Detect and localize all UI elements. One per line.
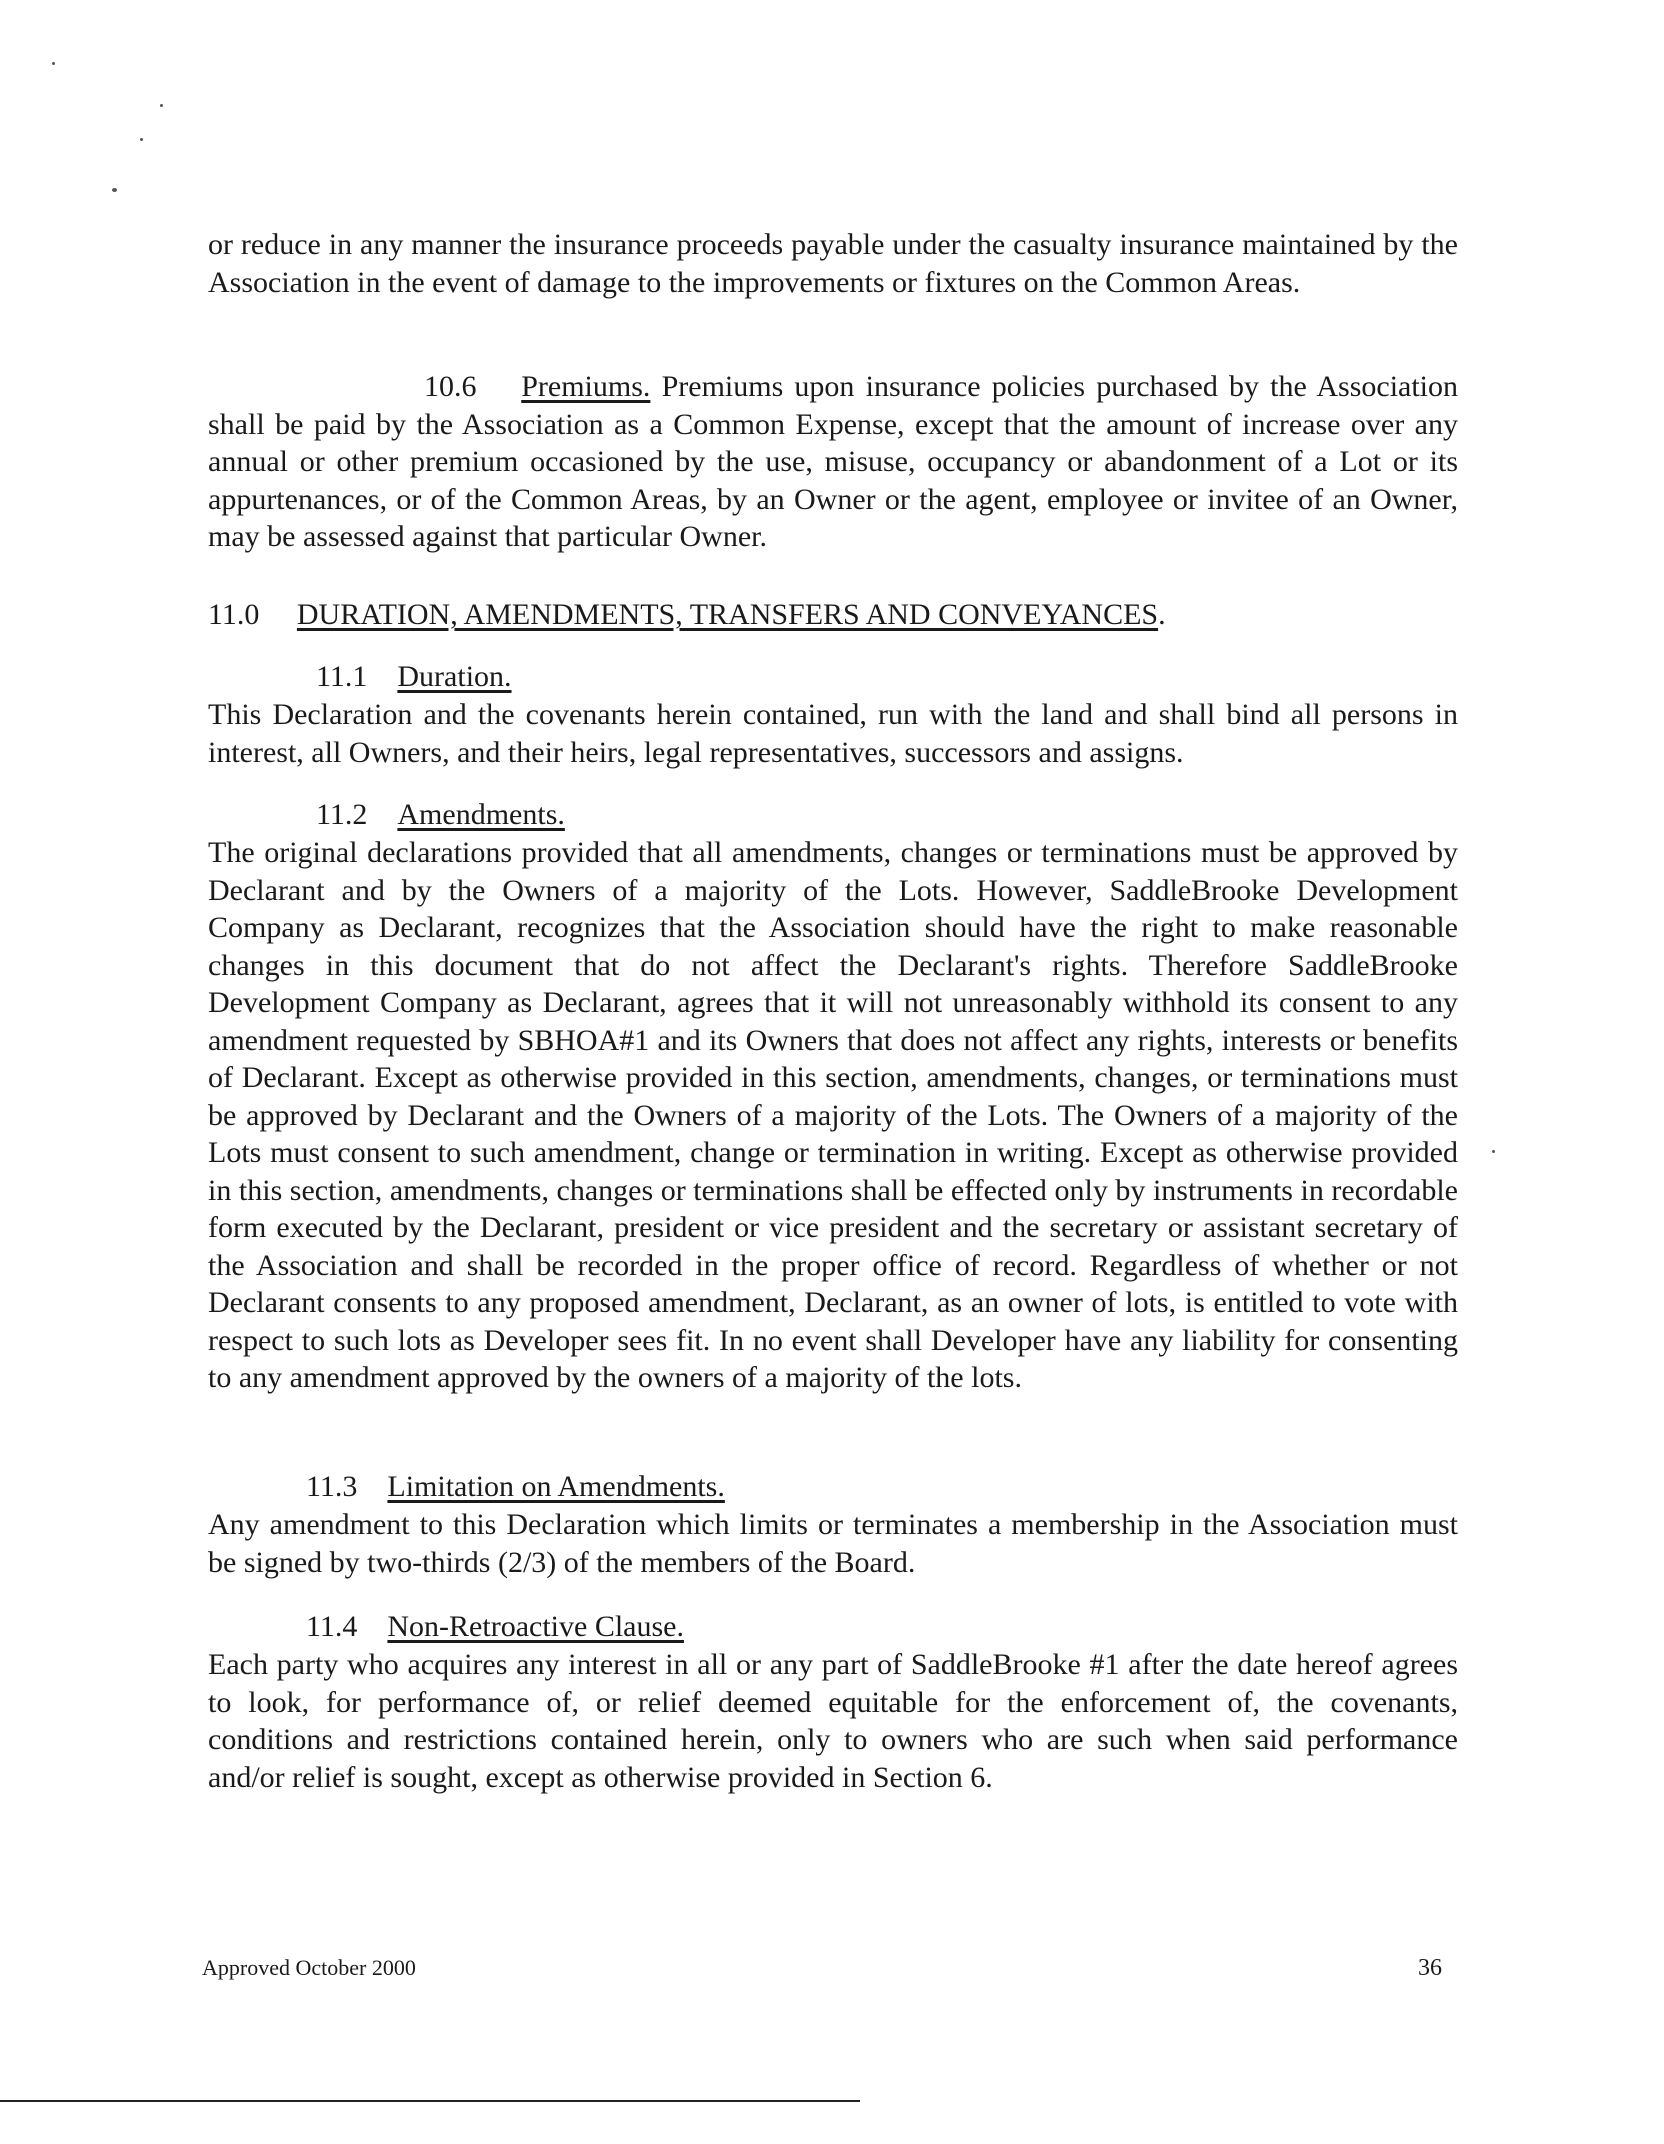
section-11-4-title: Non-Retroactive Clause. (387, 1610, 684, 1643)
section-11-3-text: Any amendment to this Declaration which limits or terminates a membership in the Association must be signed by two-thirds (2/3) of the members of the Board. (208, 1508, 1458, 1579)
section-11-3-heading (306, 1468, 725, 1506)
section-11-4-text: Each party who acquires any interest in all or any part of SaddleBrooke #1 after the date hereof agrees to look, for performance of, or relief deemed equitable for the enforcement of, the covenants, conditions and restrictions contained herein, only to owners who are such when said performance and/or relief is sought, except as otherwise provided in Section 6. (208, 1648, 1458, 1794)
footer-approved-date: Approved October 2000 (202, 1955, 416, 1980)
section-11-3-title: Limitation on Amendments. (387, 1470, 725, 1503)
page-number: 36 (1418, 1955, 1442, 1981)
section-11-1-heading (316, 658, 512, 696)
scan-speck (112, 188, 117, 192)
section-11-1-text: This Declaration and the covenants herein contained, run with the land and shall bind all persons in interest, all Owners, and their heirs, legal representatives, successors and assigns. (208, 698, 1458, 769)
section-11-1-number: 11.1 (316, 660, 368, 693)
section-10-6-paragraph (208, 368, 1458, 556)
section-11-0-title: DURATION, AMENDMENTS, TRANSFERS AND CONVEYANCES (296, 598, 1159, 631)
section-11-0-number: 11.0 (208, 598, 260, 631)
section-10-6-title: Premiums. (521, 370, 651, 403)
scan-edge-rule (0, 2100, 860, 2102)
scan-speck (52, 62, 55, 65)
section-11-2-text: The original declarations provided that all amendments, changes or terminations must be approved by Declarant and by the Owners of a majority of the Lots. However, SaddleBrooke Development Company as Declarant, recognizes that the Association should have the right to make reasonable changes in this document that do not affect the Declarant's rights. Therefore SaddleBrooke Development Company as Declarant, agrees that it will not unreasonably withhold its consent to any amendment requested by SBHOA#1 and its Owners that does not affect any rights, interests or benefits of Declarant. Except as otherwise provided in this section, amendments, changes, or terminations must be approved by Declarant and the Owners of a majority of the Lots. The Owners of a majority of the Lots must consent to such amendment, change or termination in writing. Except as otherwise provided in this section, amendments, changes or terminations shall be effected only by instruments in recordable form executed by the Declarant, president or vice president and the secretary or assistant secretary of the Association and shall be recorded in the proper office of record. Regardless of whether or not Declarant consents to any proposed amendment, Declarant, as an owner of lots, is entitled to vote with respect to such lots as Developer sees fit. In no event shall Developer have any liability for consenting to any amendment approved by the owners of a majority of the lots. (208, 836, 1458, 1394)
scan-speck (1492, 1150, 1495, 1153)
section-11-1-title: Duration. (397, 660, 512, 693)
continuation-paragraph: or reduce in any manner the insurance proceeds payable under the casualty insurance maintained by the Association in the event of damage to the improvements or fixtures on the Common Areas. (208, 228, 1458, 299)
section-10-6-text: Premiums upon insurance policies purchased by the Association shall be paid by the Association as a Common Expense, except that the amount of increase over any annual or other premium occasioned by the use, misuse, occupancy or abandonment of a Lot or its appurtenances, or of the Common Areas, by an Owner or the agent, employee or invitee of an Owner, may be assessed against that particular Owner. (208, 370, 1459, 553)
section-11-4-number: 11.4 (306, 1610, 358, 1643)
section-11-4-heading (306, 1608, 684, 1646)
scan-speck (140, 138, 143, 141)
scan-speck (160, 104, 163, 107)
section-11-2-heading (316, 796, 565, 834)
section-11-0-heading (208, 596, 1166, 634)
section-10-6-number: 10.6 (424, 370, 477, 403)
section-11-0-suffix: . (1158, 598, 1166, 631)
section-11-3-number: 11.3 (306, 1470, 358, 1503)
section-11-2-title: Amendments. (397, 798, 565, 831)
section-11-2-number: 11.2 (316, 798, 368, 831)
